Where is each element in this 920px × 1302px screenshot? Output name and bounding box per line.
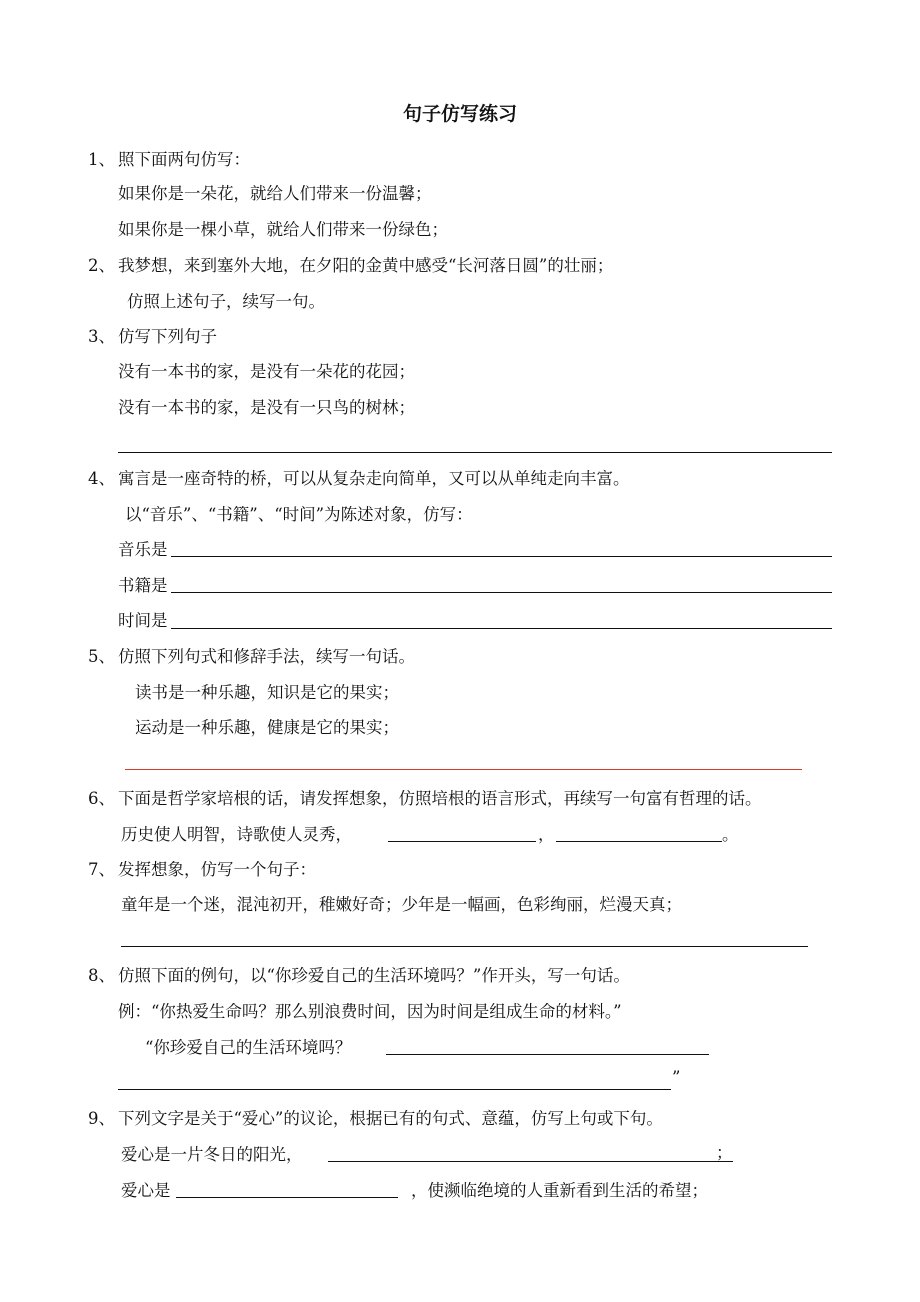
q4-label-books: 书籍是	[118, 576, 168, 595]
q8-prompt: 仿照下面的例句，以“你珍爱自己的生活环境吗？”作开头，写一句话。	[118, 966, 630, 985]
q8-number: 8、	[88, 966, 115, 985]
q4-time-answer-line[interactable]	[171, 628, 832, 629]
page-title: 句子仿写练习	[402, 103, 517, 125]
q1-number: 1、	[88, 150, 115, 169]
q8-example: 例：“你热爱生命吗？那么别浪费时间，因为时间是组成生命的材料。”	[118, 1002, 622, 1021]
q7-example: 童年是一个迷，混沌初开，稚嫩好奇；少年是一幅画，色彩绚丽，烂漫天真；	[121, 895, 682, 914]
q4-number: 4、	[88, 469, 115, 488]
q9-line-1-start: 爱心是一片冬日的阳光，	[121, 1145, 303, 1164]
q5-number: 5、	[88, 647, 115, 666]
q1-prompt: 照下面两句仿写：	[118, 150, 250, 169]
q5-example-2: 运动是一种乐趣，健康是它的果实；	[135, 718, 399, 737]
q9-line-2-end: ，使濒临绝境的人重新看到生活的希望；	[411, 1181, 708, 1200]
q6-blank-1[interactable]	[388, 841, 536, 842]
q3-example-1: 没有一本书的家，是没有一朵花的花园；	[118, 362, 415, 381]
q7-number: 7、	[88, 860, 115, 879]
q4-instruction: 以“音乐”、“书籍”、“时间”为陈述对象，仿写：	[125, 505, 473, 524]
q2-number: 2、	[88, 256, 115, 275]
q4-prompt: 寓言是一座奇特的桥，可以从复杂走向简单，又可以从单纯走向丰富。	[118, 469, 630, 488]
q3-number: 3、	[88, 327, 115, 346]
q3-answer-line[interactable]	[118, 452, 832, 453]
q3-example-2: 没有一本书的家，是没有一只鸟的树林；	[118, 398, 415, 417]
q6-period: 。	[722, 825, 739, 844]
q7-prompt: 发挥想象，仿写一个句子：	[118, 860, 316, 879]
q9-blank-2[interactable]	[176, 1197, 398, 1198]
q6-example: 历史使人明智，诗歌使人灵秀，	[121, 825, 352, 844]
q1-example-2: 如果你是一棵小草，就给人们带来一份绿色；	[118, 220, 448, 239]
q5-answer-line[interactable]	[125, 769, 802, 770]
q2-prompt: 我梦想，来到塞外大地，在夕阳的金黄中感受“长河落日圆”的壮丽；	[118, 256, 614, 275]
q2-instruction: 仿照上述句子，续写一句。	[127, 292, 325, 311]
q8-end-quote: ”	[672, 1068, 681, 1087]
q6-blank-2[interactable]	[556, 841, 722, 842]
q4-music-answer-line[interactable]	[171, 556, 832, 557]
q4-label-time: 时间是	[118, 611, 168, 630]
q8-sentence-start: “你珍爱自己的生活环境吗？	[145, 1038, 352, 1057]
q9-line-2-start: 爱心是	[121, 1181, 171, 1200]
q4-books-answer-line[interactable]	[171, 592, 832, 593]
q8-answer-line-2[interactable]	[118, 1089, 671, 1090]
q7-answer-line[interactable]	[121, 946, 808, 947]
q9-number: 9、	[88, 1109, 115, 1128]
q6-number: 6、	[88, 789, 115, 808]
q1-example-1: 如果你是一朵花，就给人们带来一份温馨；	[118, 184, 432, 203]
q9-blank-1[interactable]	[328, 1161, 733, 1162]
q4-label-music: 音乐是	[118, 540, 168, 559]
q9-semicolon: ；	[716, 1143, 733, 1162]
q3-prompt: 仿写下列句子	[118, 327, 217, 346]
q6-prompt: 下面是哲学家培根的话，请发挥想象，仿照培根的语言形式，再续写一句富有哲理的话。	[118, 789, 762, 808]
q5-prompt: 仿照下列句式和修辞手法，续写一句话。	[118, 647, 415, 666]
q6-comma: ，	[538, 825, 555, 844]
q5-example-1: 读书是一种乐趣，知识是它的果实；	[135, 683, 399, 702]
q8-answer-line-1[interactable]	[386, 1054, 709, 1055]
q9-prompt: 下列文字是关于“爱心”的议论，根据已有的句式、意蕴，仿写上句或下句。	[118, 1109, 663, 1128]
